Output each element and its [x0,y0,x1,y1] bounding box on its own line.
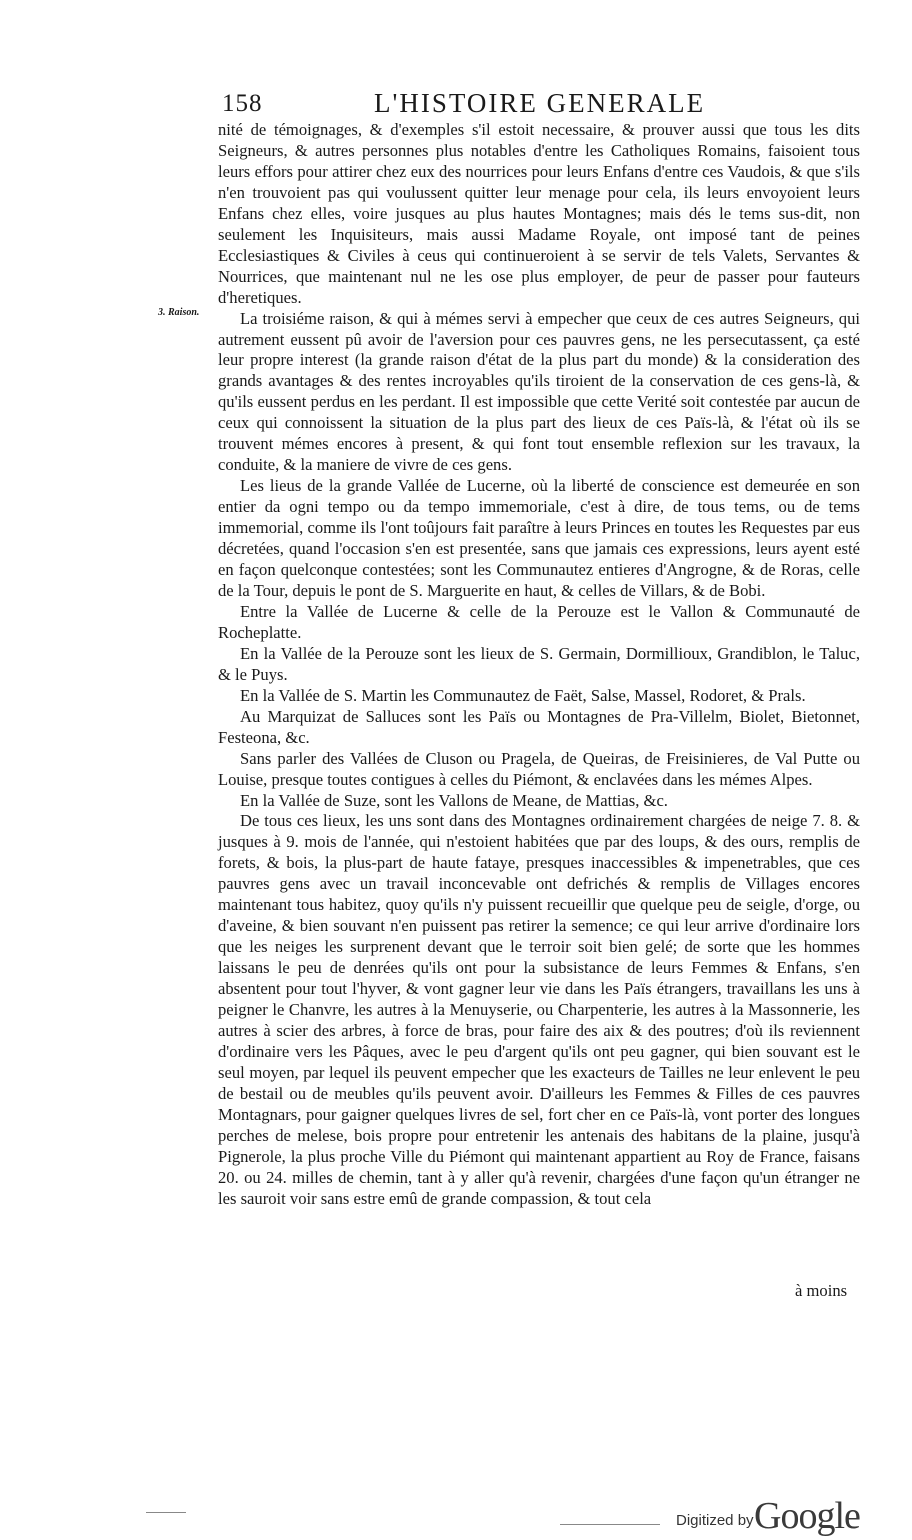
paragraph: Les lieus de la grande Vallée de Lucerne, où la liberté de conscience est demeurée en son entier da ogni tempo ou da tempo immemoriale, c'est à dire, de tous tems, ou de tems immemorial, comme ils l'ont toûjours fait paraître à leurs Princes en toutes les Requestes par eus décretées, quand l'occasion s'en est presentée, sans que jamais ces expressions, leurs ayent esté en façon quelconque contestées; sont les Communautez entieres d'Angrogne, & de Roras, celle de la Tour, depuis le pont de S. Marguerite en haut, & celles de Villars, & de Bobi. [218,476,860,600]
catchword: à moins [795,1281,848,1300]
page-header [222,86,862,122]
paragraph: Sans parler des Vallées de Cluson ou Pragela, de Queiras, de Freisinieres, de Val Putte ou Louise, presque toutes contigues à celles du Piémont, & enclavées dans les mémes Alpes. [218,748,860,789]
paragraph: En la Vallée de S. Martin les Communautez de Faët, Salse, Massel, Rodoret, & Prals. [240,685,806,705]
paragraph: En la Vallée de Suze, sont les Vallons de Meane, de Mattias, &c. [240,790,668,810]
scan-rule-line [146,1512,186,1513]
paragraph: La troisiéme raison, & qui à mémes servi à empecher que ceux de ces autres Seigneurs, qui autrement eussent pû avoir de l'aversion pour ces pauvres gens, ne les persecutassent, ça esté leur propre interest (la grande raison d'état de la plus part du monde) & la consideration des grands avantages & des rentes incroyables qu'ils tiroient de la conservation de ces gens-là, & qu'ils eussent perdus en les perdant. Il est impossible que cette Verité soit contestée par aucun de ceux qui connoissent la situation de la plus part des lieux de ces Païs-là, & l'état où ils se trouvent mémes encores à present, & qui font tout ensemble reflexion sur les travaux, la conduite, & la maniere de vivre de ces gens. [218,308,860,475]
running-head: L'HISTOIRE GENERALE [374,88,706,118]
paragraph: nité de témoignages, & d'exemples s'il estoit necessaire, & prouver aussi que tous les dits Seigneurs, & autres personnes plus notables d'entre les Catholiques Romains, faisoient tous leurs effors pour attirer chez eux des nourrices pour leurs Enfans d'entre ces Vaudois, & que s'ils n'en trouvoient pas qui voulussent quitter leur menage pour cela, ils leurs envoyoient leurs Enfans chez elles, voire jusques au plus hautes Montagnes; mais dés le tems sus-dit, non seulement les Inquisiteurs, mais aussi Madame Royale, ont imposé tant de peines Ecclesiastiques & Civiles à ceus qui continueroient à se servir de tels Valets, Servantes & Nourrices, que maintenant nul ne les ose plus employer, de peur de passer pour fauteurs d'heretiques. [218,120,860,307]
page-number: 158 [222,90,263,117]
scan-rule-line [560,1524,660,1525]
body-text [218,120,860,1210]
marginal-note: 3. Raison. [158,307,200,318]
watermark-prefix: Digitized by [676,1512,754,1529]
digitization-watermark [668,1496,912,1540]
paragraph: En la Vallée de la Perouze sont les lieux de S. Germain, Dormillioux, Grandiblon, le Taluc, & le Puys. [218,643,860,684]
paragraph: De tous ces lieux, les uns sont dans des Montagnes ordinairement chargées de neige 7. 8. & jusques à 9. mois de l'année, qui n'estoient habitées que par des loups, & des ours, remplis de forets, & bois, la plus-part de haute fataye, presques inaccessibles & impenetrables, que ces pauvres gens avec un travail inconcevable ont defrichés & remplis de Villages encores maintenant tous habitez, quoy qu'ils n'y puissent recueillir que quelque peu de seigle, d'orge, ou d'aveine, & bien souvant n'en puissent pas retirer la semence; ce qui leur arrive d'ordinaire lors que les neiges les surprenent devant que le terroir soit bien gelé; de sorte que les hommes laissans le peu de denrées qu'ils ont pour la subsistance de leurs Femmes & Enfans, s'en absentent pour tout l'hyver, & vont gagner leur vie dans les Païs étrangers, travaillans les uns à peigner le Chanvre, les autres à la Menuyserie, ou Charpenterie, les autres à la Massonnerie, les autres à scier des arbres, à force de bras, pour faire des aix & des poutres; d'où ils reviennent d'ordinaire vers les Pâques, avec le peu d'argent qu'ils ont peu gagner, qui bien souvant est le seul moyen, par lequel ils peuvent empecher que les exacteurs de Tailles ne leur enlevent le peu de bestail ou de meubles qu'ils peuvent avoir. D'ailleurs les Femmes & Filles de ces pauvres Montagnars, pour gaigner quelques livres de sel, fort cher en ce Païs-là, vont porter des longues perches de melese, bois propre pour entretenir les antenais des habitans de la plaine, jusqu'à Pignerole, la plus proche Ville du Piémont qui maintenant appartient au Roy de France, faisans 20. ou 24. milles de chemin, tant à y aller qu'à revenir, chargées d'une façon qu'un étranger ne les sauroit voir sans estre emû de grande compassion, & tout cela [218,811,860,1208]
paragraph: Au Marquizat de Salluces sont les Païs ou Montagnes de Pra-Villelm, Biolet, Bietonnet, Festeona, &c. [218,706,860,747]
google-logo: Google [754,1495,860,1537]
paragraph: Entre la Vallée de Lucerne & celle de la Perouze est le Vallon & Communauté de Rocheplatte. [218,601,860,642]
